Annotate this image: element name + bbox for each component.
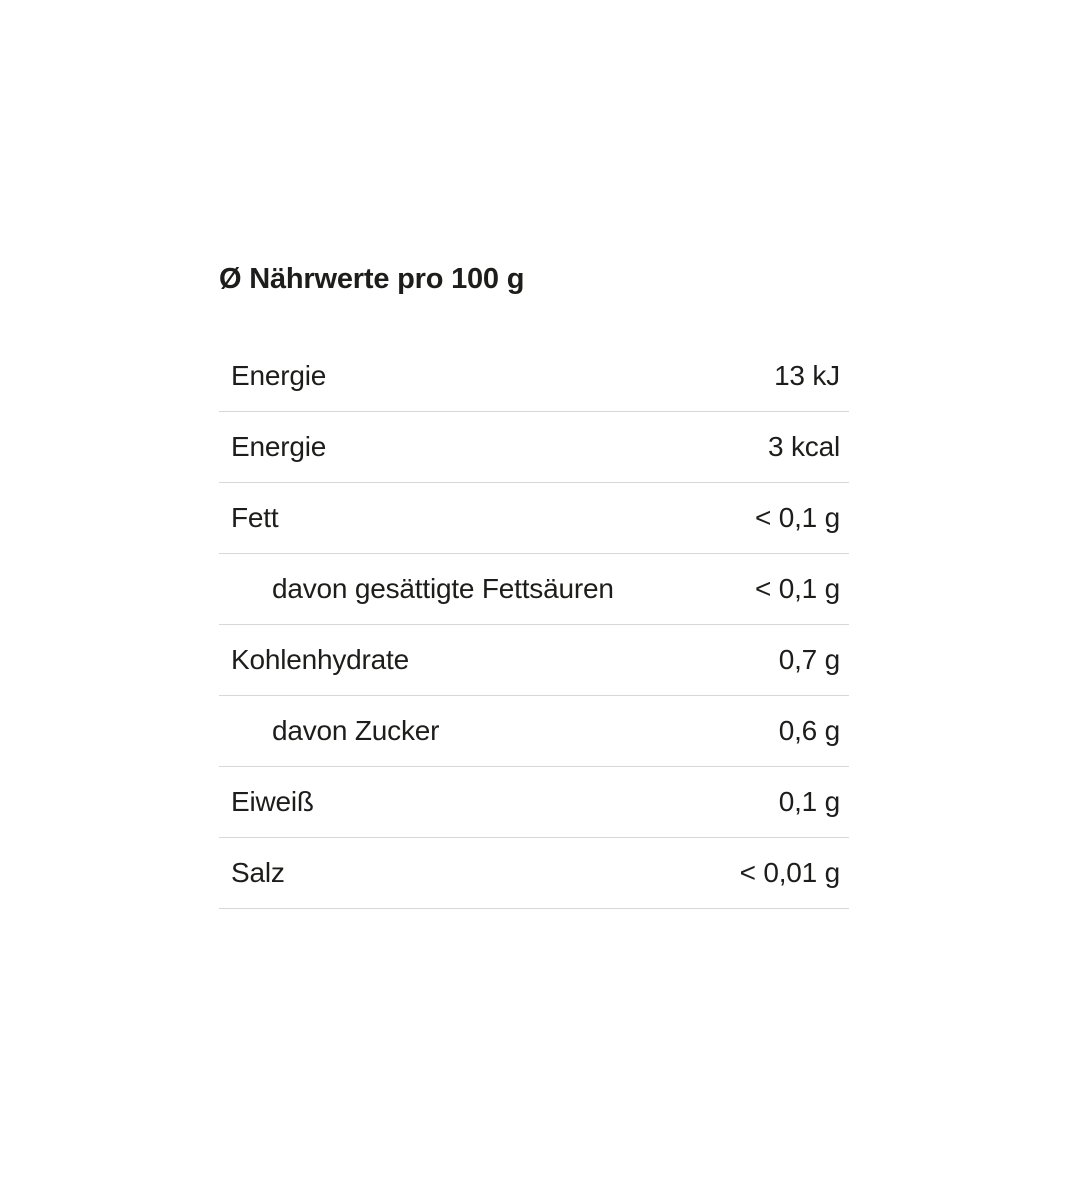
nutrient-value: 0,7 g xyxy=(778,644,840,675)
nutrient-label: Energie xyxy=(231,360,327,391)
nutrient-value: 0,1 g xyxy=(778,786,840,817)
nutrition-row-energy-kj xyxy=(219,341,849,412)
nutrient-value: 0,6 g xyxy=(778,715,840,746)
nutrient-label: Fett xyxy=(231,502,279,533)
nutrient-value: 13 kJ xyxy=(774,360,840,391)
nutrition-row-carbohydrates xyxy=(219,625,849,696)
nutrient-value: 3 kcal xyxy=(768,431,840,462)
nutrition-table-title: Ø Nährwerte pro 100 g xyxy=(219,263,525,295)
nutrient-label: Eiweiß xyxy=(231,786,314,817)
nutrition-row-sugar xyxy=(219,696,849,767)
nutrient-label: Energie xyxy=(231,431,327,462)
nutrient-label: Kohlenhydrate xyxy=(231,644,409,675)
nutrition-row-protein xyxy=(219,767,849,838)
nutrient-label: Salz xyxy=(231,857,285,888)
nutrient-value: < 0,1 g xyxy=(754,573,840,604)
nutrient-value: < 0,01 g xyxy=(739,857,840,888)
nutrition-row-energy-kcal xyxy=(219,412,849,483)
nutrition-table xyxy=(219,341,849,909)
nutrition-row-salt xyxy=(219,838,849,909)
nutrient-label: davon Zucker xyxy=(272,715,440,746)
nutrient-value: < 0,1 g xyxy=(754,502,840,533)
nutrition-row-saturated-fat xyxy=(219,554,849,625)
nutrient-label: davon gesättigte Fettsäuren xyxy=(272,573,614,604)
nutrition-facts-section xyxy=(219,260,849,909)
nutrition-row-fat xyxy=(219,483,849,554)
